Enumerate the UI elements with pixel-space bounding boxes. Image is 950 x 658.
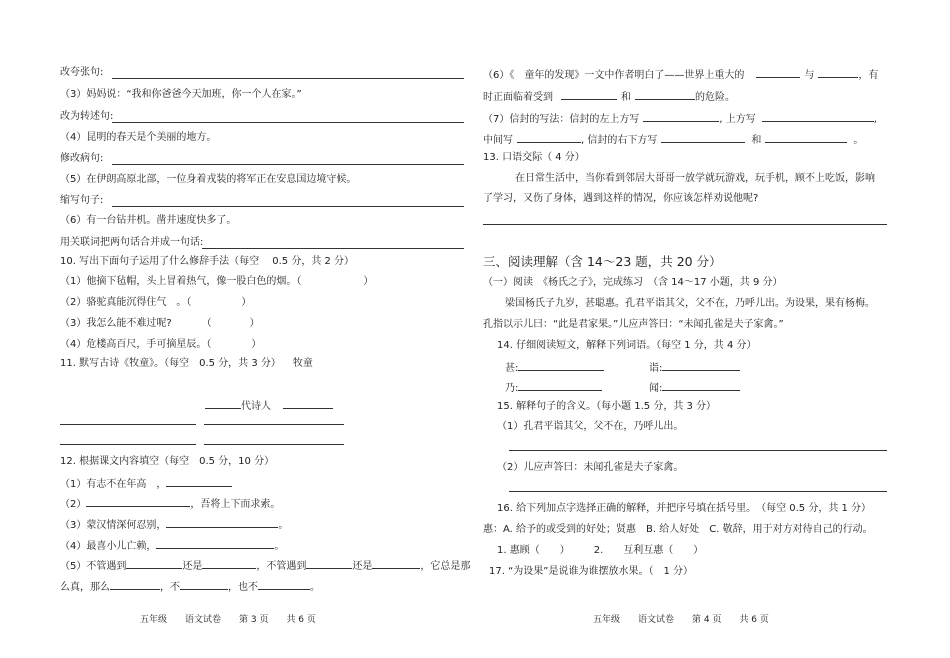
q15-item-2: （2）儿应声答曰：未闻孔雀是夫子家禽。 — [497, 462, 684, 473]
q-item-4: （4）昆明的春天是个美丽的地方。 — [60, 132, 217, 143]
q7-line-1: （7）信封的写法：信封的左上方写 , 上方写 , — [483, 110, 877, 127]
q7-line-2: 中间写 , 信封的右下方写 和 。 — [483, 131, 863, 148]
poet-line: 代诗人 — [205, 397, 333, 414]
page-3 — [0, 0, 471, 658]
answer-line[interactable] — [112, 206, 464, 207]
passage-line-1: 梁国杨氏子九岁，甚聪惠。孔君平诣其父，父不在，乃呼儿出。为设果，果有杨梅。 — [505, 298, 875, 309]
answer-line[interactable] — [112, 78, 464, 79]
q16-definitions: 惠：A. 给予的或受到的好处；贤惠 B. 给人好处 C. 敬辞，用于对方对待自己的行动。 — [483, 524, 873, 535]
answer-line[interactable] — [509, 491, 887, 492]
q12-item-4: （4）最喜小儿亡赖， 。 — [60, 537, 284, 554]
question-16: 16. 给下列加点字选择正确的解释，并把序号填在括号里。 （每空 0.5 分，共 1 分） — [497, 503, 872, 514]
reported-speech-label: 改为转述句: — [60, 111, 114, 122]
poem-title: 牧童 — [292, 358, 313, 369]
question-12: 12. 根据课文内容填空（每空 0.5 分，10 分） — [60, 456, 275, 467]
q-item-6: （6）有一台钻井机。凿井速度快多了。 — [60, 215, 237, 226]
q16-options: 1. 惠顾（ ） 2. 互利互惠（ ） — [497, 545, 704, 556]
question-10: 10. 写出下面句子运用了什么修辞手法（每空 0.5 分，共 2 分） — [60, 256, 355, 267]
q13-paragraph-1: 在日常生活中，当你看到邻居大哥哥一放学就玩游戏，玩手机，顾不上吃饭，影响 — [515, 173, 875, 184]
answer-line[interactable] — [112, 164, 464, 165]
q-item-5: （5）在伊朗高原北部，一位身着戎装的将军正在安息国边境守候。 — [60, 174, 357, 185]
question-17: 17. “为设果”是说谁为谁摆放水果。（ 1 分） — [489, 566, 693, 577]
q-item-3: （3）妈妈说：“我和你爸爸今天加班，你一个人在家。” — [60, 89, 302, 100]
q12-item-6: 么真，那么 ，不 ，也不 。 — [60, 578, 320, 595]
q12-item-3: （3）蒙汉情深何忍别， 。 — [60, 516, 288, 533]
word-yi: 诣: — [649, 359, 740, 376]
hyperbole-label: 改夸张句: — [60, 67, 104, 78]
answer-line[interactable] — [112, 122, 464, 123]
fix-sentence-label: 修改病句: — [60, 153, 104, 164]
answer-line[interactable] — [483, 224, 887, 225]
part-1-title: （一）阅读 《杨氏之子》，完成练习 （含 14～17 小题，共 9 分） — [483, 277, 783, 288]
q10-item-3: （3）我怎么能不难过呢? （ ） — [60, 318, 260, 329]
q12-item-5: （5）不管遇到 还是 ，不管遇到 还是 ，它总是那 — [60, 557, 470, 574]
word-wen: 闻: — [649, 379, 740, 396]
answer-line[interactable] — [202, 248, 464, 249]
question-15: 15. 解释句子的含义。（每小题 1.5 分，共 3 分） — [497, 401, 717, 412]
q15-item-1: （1）孔君平诣其父，父不在，乃呼儿出。 — [497, 421, 684, 432]
q10-item-1: （1）他摘下毡帽，头上冒着热气，像一股白色的烟。（ ） — [60, 276, 374, 287]
poem-line[interactable] — [204, 424, 344, 425]
q10-item-2: （2）骆驼真能沉得住气 。（ ） — [60, 297, 252, 308]
shorten-label: 缩写句子: — [60, 195, 104, 206]
page-4 — [475, 0, 925, 658]
q6-line-1: （6）《 童年的发现》一文中作者明白了——世界上重大的 与 ，有 — [483, 66, 878, 83]
page-footer: 五年级 语文试卷 第 4 页 共 6 页 — [593, 615, 769, 625]
word-nai: 乃: — [505, 379, 602, 396]
poem-line[interactable] — [204, 444, 344, 445]
q12-item-2: （2） ，吾将上下而求索。 — [60, 495, 280, 512]
poem-line[interactable] — [60, 424, 196, 425]
word-shen: 甚: — [505, 359, 604, 376]
q13-paragraph-2: 了学习，又伤了身体，遇到这样的情况，你应该怎样劝说他呢? — [483, 193, 759, 204]
passage-line-2: 孔指以示儿曰：“此是君家果。”儿应声答曰：“未闻孔雀是夫子家禽。” — [483, 319, 784, 330]
q12-item-1: （1）有志不在年高 ， — [60, 475, 232, 492]
question-13: 13. 口语交际（ 4 分） — [483, 152, 585, 163]
q6-line-2: 时正面临着受到 和 的危险。 — [483, 88, 735, 105]
question-11: 11. 默写古诗《牧童》。（每空 0.5 分，共 3 分） 牧童 — [60, 358, 313, 369]
poem-line[interactable] — [60, 444, 196, 445]
question-14: 14. 仔细阅读短文，解释下列词语。（每空 1 分，共 4 分） — [497, 340, 757, 351]
section-3-title: 三、阅读理解（含 14～23 题，共 20 分） — [483, 254, 722, 269]
q10-item-4: （4）危楼高百尺，手可摘星辰。（ ） — [60, 339, 262, 350]
combine-label: 用关联词把两句话合并成一句话: — [60, 237, 204, 248]
page-footer: 五年级 语文试卷 第 3 页 共 6 页 — [140, 615, 316, 625]
answer-line[interactable] — [509, 450, 887, 451]
